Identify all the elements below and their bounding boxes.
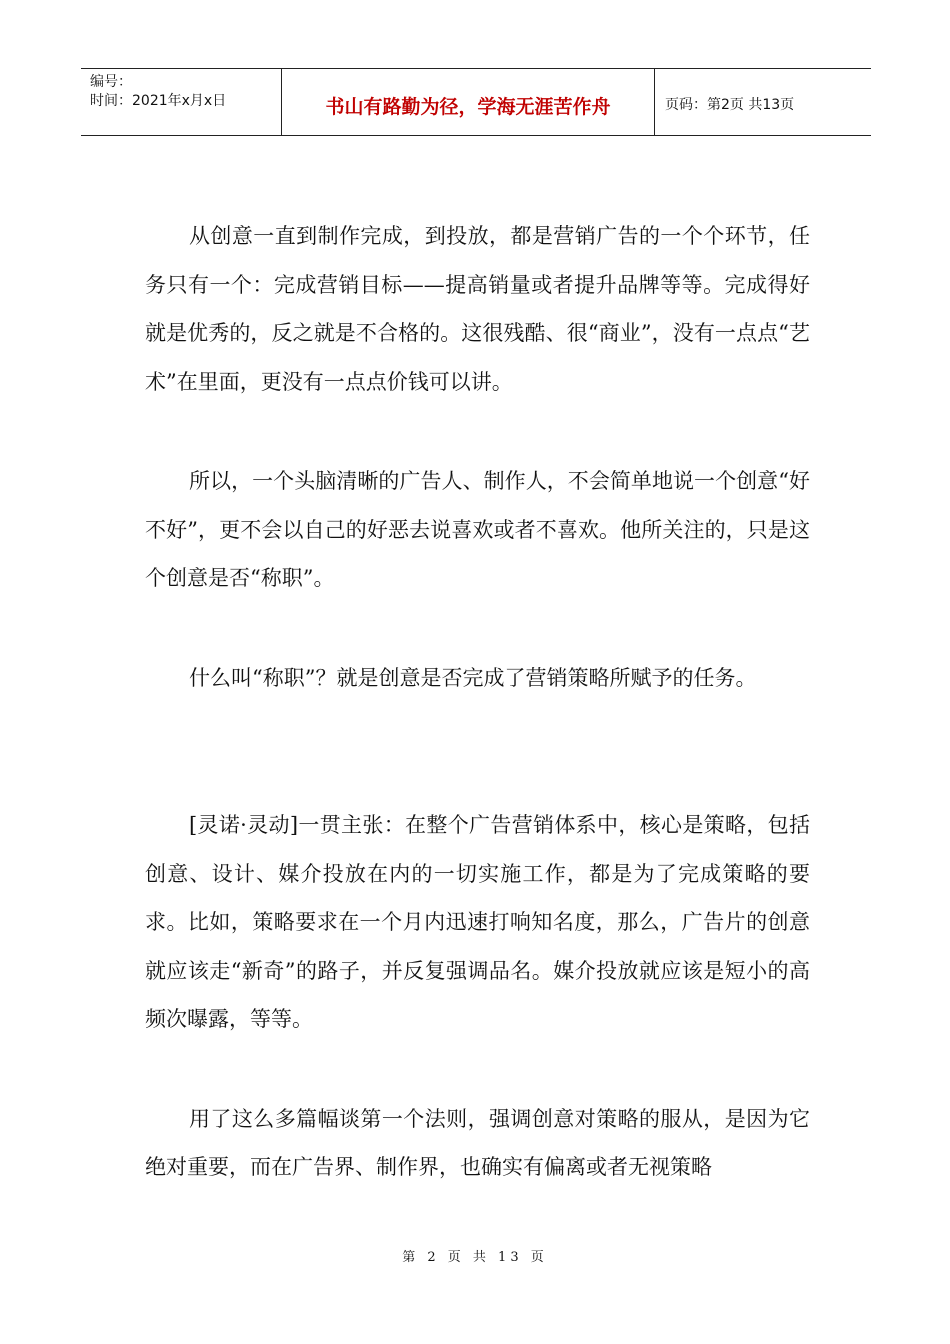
paragraph-5: 用了这么多篇幅谈第一个法则，强调创意对策略的服从，是因为它绝对重要，而在广告界、制作界，也确实有偏离或者无视策略 [145, 1106, 810, 1179]
paragraph-3: 什么叫“称职”？就是创意是否完成了营销策略所赋予的任务。 [189, 665, 757, 690]
paragraph-2: 所以，一个头脑清晰的广告人、制作人，不会简单地说一个创意“好不好”，更不会以自己的好恶去说喜欢或者不喜欢。他所关注的，只是这个创意是否“称职”。 [145, 469, 810, 590]
header-meta [81, 69, 282, 135]
document-body [145, 212, 810, 1192]
document-time-label: 时间：2021年x月x日 [90, 93, 227, 109]
paragraph-1: 从创意一直到制作完成，到投放，都是营销广告的一个个环节，任务只有一个：完成营销目标——提高销量或者提升品牌等等。完成得好就是优秀的，反之就是不合格的。这很残酷、很“商业”，没有一点点“艺术”在里面，更没有一点点价钱可以讲。 [145, 224, 810, 394]
page-footer: 第 2 页 共 13 页 [402, 1250, 548, 1265]
header-page-info: 页码：第2页 共13页 [665, 97, 795, 113]
document-header [81, 68, 871, 136]
paragraph-4: [灵诺·灵动]一贯主张：在整个广告营销体系中，核心是策略，包括创意、设计、媒介投放在内的一切实施工作，都是为了完成策略的要求。比如，策略要求在一个月内迅速打响知名度，那么，广告片的创意就应该走“新奇”的路子，并反复强调品名。媒介投放就应该是短小的高频次曝露，等等。 [145, 813, 810, 1031]
document-number-label: 编号： [90, 74, 132, 90]
header-motto: 书山有路勤为径，学海无涯苦作舟 [282, 69, 655, 135]
